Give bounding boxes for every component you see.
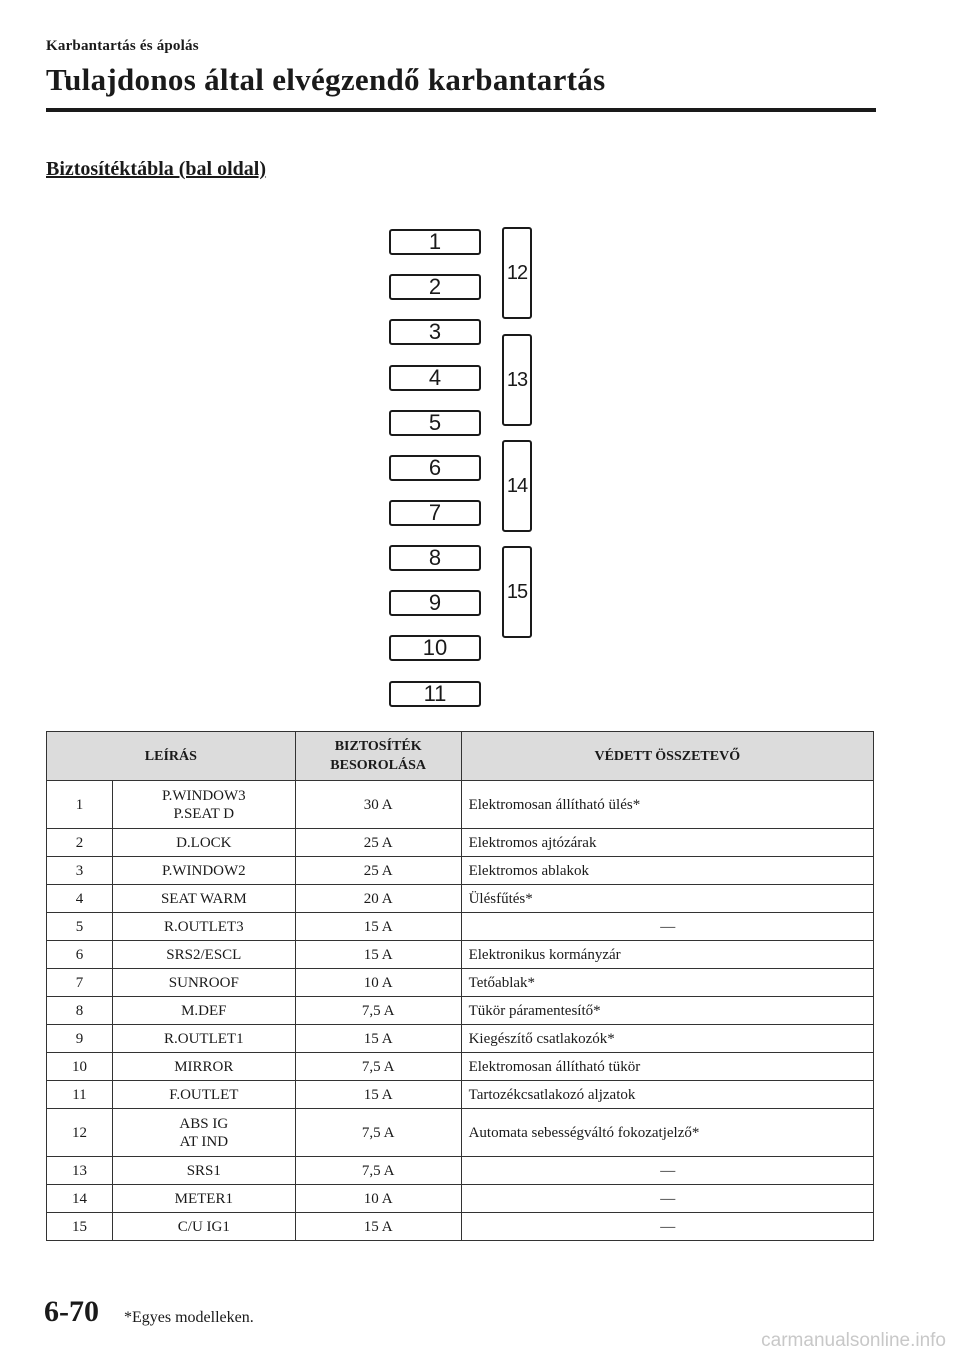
page-number: 6-70 <box>44 1295 99 1328</box>
fuse-slot-13: 13 <box>502 334 532 426</box>
table-row <box>47 781 874 829</box>
table-row <box>47 969 874 997</box>
fuse-description: MIRROR <box>112 1053 295 1081</box>
table-row <box>47 941 874 969</box>
fuse-description: SRS2/ESCL <box>112 941 295 969</box>
fuse-number: 9 <box>47 1025 113 1053</box>
fuse-description: METER1 <box>112 1185 295 1213</box>
fuse-number: 8 <box>47 997 113 1025</box>
fuse-rating: 7,5 A <box>295 1053 461 1081</box>
fuse-description: P.WINDOW2 <box>112 857 295 885</box>
fuse-rating: 10 A <box>295 969 461 997</box>
table-row <box>47 1213 874 1241</box>
fuse-slot-2: 2 <box>389 274 481 300</box>
protected-component: Tartozékcsatlakozó aljzatok <box>461 1081 873 1109</box>
fuse-description: SEAT WARM <box>112 885 295 913</box>
protected-component: — <box>461 913 873 941</box>
table-row <box>47 1025 874 1053</box>
protected-component: Tetőablak* <box>461 969 873 997</box>
fuse-description: M.DEF <box>112 997 295 1025</box>
protected-component: Elektromosan állítható ülés* <box>461 781 873 829</box>
table-row <box>47 1053 874 1081</box>
protected-component: Tükör páramentesítő* <box>461 997 873 1025</box>
fuse-number: 6 <box>47 941 113 969</box>
table-row <box>47 1109 874 1157</box>
fuse-description: SRS1 <box>112 1157 295 1185</box>
fuse-slot-8: 8 <box>389 545 481 571</box>
fuse-rating: 15 A <box>295 941 461 969</box>
fuse-description: R.OUTLET1 <box>112 1025 295 1053</box>
protected-component: Automata sebességváltó fokozatjelző* <box>461 1109 873 1157</box>
fuse-number: 4 <box>47 885 113 913</box>
header-component: VÉDETT ÖSSZETEVŐ <box>461 732 873 781</box>
protected-component: — <box>461 1213 873 1241</box>
fuse-rating: 15 A <box>295 1213 461 1241</box>
section-label: Karbantartás és ápolás <box>46 38 199 54</box>
fuse-rating: 7,5 A <box>295 997 461 1025</box>
watermark: carmanualsonline.info <box>761 1330 946 1351</box>
protected-component: Kiegészítő csatlakozók* <box>461 1025 873 1053</box>
fuse-slot-10: 10 <box>389 635 481 661</box>
fuse-description: C/U IG1 <box>112 1213 295 1241</box>
fuse-description: P.WINDOW3 P.SEAT D <box>112 781 295 829</box>
fuse-number: 2 <box>47 829 113 857</box>
fuse-rating: 30 A <box>295 781 461 829</box>
fuse-slot-3: 3 <box>389 319 481 345</box>
fuse-number: 14 <box>47 1185 113 1213</box>
table-row <box>47 1185 874 1213</box>
page-title: Tulajdonos által elvégzendő karbantartás <box>46 62 606 97</box>
protected-component: Elektromos ablakok <box>461 857 873 885</box>
fuse-rating: 20 A <box>295 885 461 913</box>
fuse-table <box>46 731 874 1241</box>
protected-component: Ülésfűtés* <box>461 885 873 913</box>
fuse-slot-9: 9 <box>389 590 481 616</box>
fuse-slot-6: 6 <box>389 455 481 481</box>
fuse-rating: 25 A <box>295 829 461 857</box>
fuse-number: 11 <box>47 1081 113 1109</box>
table-row <box>47 885 874 913</box>
fuse-description: ABS IG AT IND <box>112 1109 295 1157</box>
protected-component: Elektromos ajtózárak <box>461 829 873 857</box>
table-row <box>47 1081 874 1109</box>
fuse-description: SUNROOF <box>112 969 295 997</box>
fuse-description: F.OUTLET <box>112 1081 295 1109</box>
title-divider <box>46 108 876 112</box>
header-rating: BIZTOSÍTÉK BESOROLÁSA <box>295 732 461 781</box>
fuse-slot-7: 7 <box>389 500 481 526</box>
fuse-number: 3 <box>47 857 113 885</box>
table-row <box>47 997 874 1025</box>
protected-component: Elektronikus kormányzár <box>461 941 873 969</box>
fuse-slot-11: 11 <box>389 681 481 707</box>
fuse-rating: 15 A <box>295 913 461 941</box>
fuse-description: D.LOCK <box>112 829 295 857</box>
fuse-slot-14: 14 <box>502 440 532 532</box>
fuse-slot-12: 12 <box>502 227 532 319</box>
fuse-panel-heading: Biztosítéktábla (bal oldal) <box>46 158 267 180</box>
protected-component: — <box>461 1185 873 1213</box>
footnote: *Egyes modelleken. <box>124 1309 254 1326</box>
table-row <box>47 913 874 941</box>
fuse-rating: 7,5 A <box>295 1109 461 1157</box>
fuse-number: 12 <box>47 1109 113 1157</box>
fuse-number: 5 <box>47 913 113 941</box>
fuse-number: 7 <box>47 969 113 997</box>
fuse-number: 15 <box>47 1213 113 1241</box>
protected-component: Elektromosan állítható tükör <box>461 1053 873 1081</box>
fuse-slot-1: 1 <box>389 229 481 255</box>
fuse-number: 1 <box>47 781 113 829</box>
protected-component: — <box>461 1157 873 1185</box>
table-row <box>47 857 874 885</box>
fuse-rating: 15 A <box>295 1081 461 1109</box>
header-description: LEÍRÁS <box>47 732 296 781</box>
fuse-slot-4: 4 <box>389 365 481 391</box>
fuse-number: 10 <box>47 1053 113 1081</box>
table-row <box>47 829 874 857</box>
fuse-number: 13 <box>47 1157 113 1185</box>
fuse-rating: 10 A <box>295 1185 461 1213</box>
fuse-rating: 15 A <box>295 1025 461 1053</box>
table-row <box>47 1157 874 1185</box>
fuse-slot-15: 15 <box>502 546 532 638</box>
fuse-slot-5: 5 <box>389 410 481 436</box>
fuse-rating: 7,5 A <box>295 1157 461 1185</box>
fuse-description: R.OUTLET3 <box>112 913 295 941</box>
fuse-rating: 25 A <box>295 857 461 885</box>
